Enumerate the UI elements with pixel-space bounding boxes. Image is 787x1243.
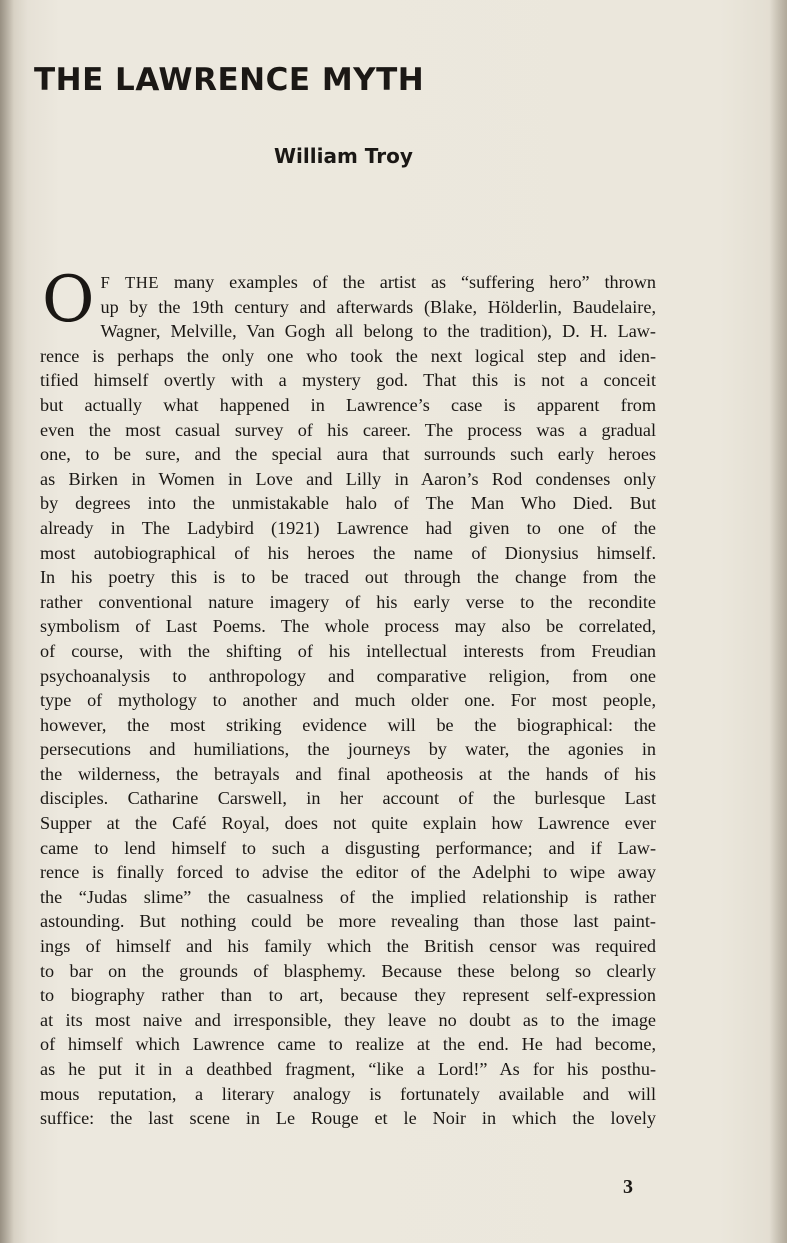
- text-line: to biography rather than to art, because they represent self-expression: [40, 985, 656, 1006]
- text-line: In his poetry this is to be traced out through the change from the: [40, 567, 656, 588]
- text-line: already in The Ladybird (1921) Lawrence had given to one of the: [40, 517, 656, 538]
- text-line: even the most casual survey of his career. The process was a gradual: [40, 419, 656, 440]
- text-line: to bar on the grounds of blasphemy. Because these belong so clearly: [40, 960, 656, 981]
- text-line: astounding. But nothing could be more revealing than those last paint-: [40, 911, 656, 932]
- article-title: THE LAWRENCE MYTH: [34, 62, 425, 98]
- text-line: Supper at the Café Royal, does not quite explain how Lawrence ever: [40, 813, 656, 834]
- text-line: most autobiographical of his heroes the name of Dionysius himself.: [40, 542, 656, 563]
- text-line: the wilderness, the betrayals and final apotheosis at the hands of his: [40, 763, 656, 784]
- opening-smallcaps: F THE: [100, 273, 159, 292]
- text-line-1-rest: many examples of the artist as “suffering hero” thrown: [173, 272, 656, 292]
- page-edge: [769, 0, 787, 1243]
- author-name: William Troy: [274, 144, 413, 168]
- text-line: as he put it in a deathbed fragment, “like a Lord!” As for his posthu-: [40, 1059, 656, 1079]
- spine-shadow: [0, 0, 14, 1243]
- text-line: ings of himself and his family which the British censor was required: [40, 936, 656, 957]
- text-line: came to lend himself to such a disgusting performance; and if Law-: [40, 837, 656, 858]
- text-line: at its most naive and irresponsible, they leave no doubt as to the image: [40, 1009, 656, 1030]
- text-line: of himself which Lawrence came to realize at the end. He had become,: [40, 1034, 656, 1055]
- text-line: type of mythology to another and much older one. For most people,: [40, 690, 656, 711]
- text-line: up by the 19th century and afterwards (Blake, Hölderlin, Baudelaire,: [100, 296, 656, 317]
- text-line: disciples. Catharine Carswell, in her account of the burlesque Last: [40, 788, 656, 809]
- text-line: as Birken in Women in Love and Lilly in Aaron’s Rod condenses only: [40, 468, 656, 489]
- text-line: of course, with the shifting of his intellectual interests from Freudian: [40, 640, 656, 661]
- text-line: by degrees into the unmistakable halo of The Man Who Died. But: [40, 493, 656, 514]
- text-line: rather conventional nature imagery of his early verse to the recondite: [40, 591, 656, 612]
- text-line: mous reputation, a literary analogy is fortunately available and will: [40, 1083, 656, 1104]
- page-number: 3: [623, 1176, 633, 1198]
- text-line: one, to be sure, and the special aura that surrounds such early heroes: [40, 444, 656, 465]
- text-line: Wagner, Melville, Van Gogh all belong to the tradition), D. H. Law-: [100, 321, 656, 342]
- text-line: however, the most striking evidence will be the biographical: the: [40, 714, 656, 735]
- text-line: suffice: the last scene in Le Rouge et le Noir in which the lovely: [40, 1108, 656, 1129]
- text-line: the “Judas slime” the casualness of the implied relationship is rather: [40, 886, 656, 907]
- text-line: but actually what happened in Lawrence’s case is apparent from: [40, 394, 656, 415]
- text-line: tified himself overtly with a mystery god. That this is not a conceit: [40, 370, 656, 391]
- text-line: rence is finally forced to advise the editor of the Adelphi to wipe away: [40, 862, 656, 883]
- text-line: symbolism of Last Poems. The whole process may also be correlated,: [40, 616, 656, 637]
- text-line-1: [40, 270, 656, 295]
- drop-cap: O: [42, 263, 95, 337]
- text-line: rence is perhaps the only one who took the next logical step and iden-: [40, 345, 656, 366]
- text-line: persecutions and humiliations, the journeys by water, the agonies in: [40, 739, 656, 760]
- text-line: psychoanalysis to anthropology and comparative religion, from one: [40, 665, 656, 686]
- body-text: [40, 263, 656, 1131]
